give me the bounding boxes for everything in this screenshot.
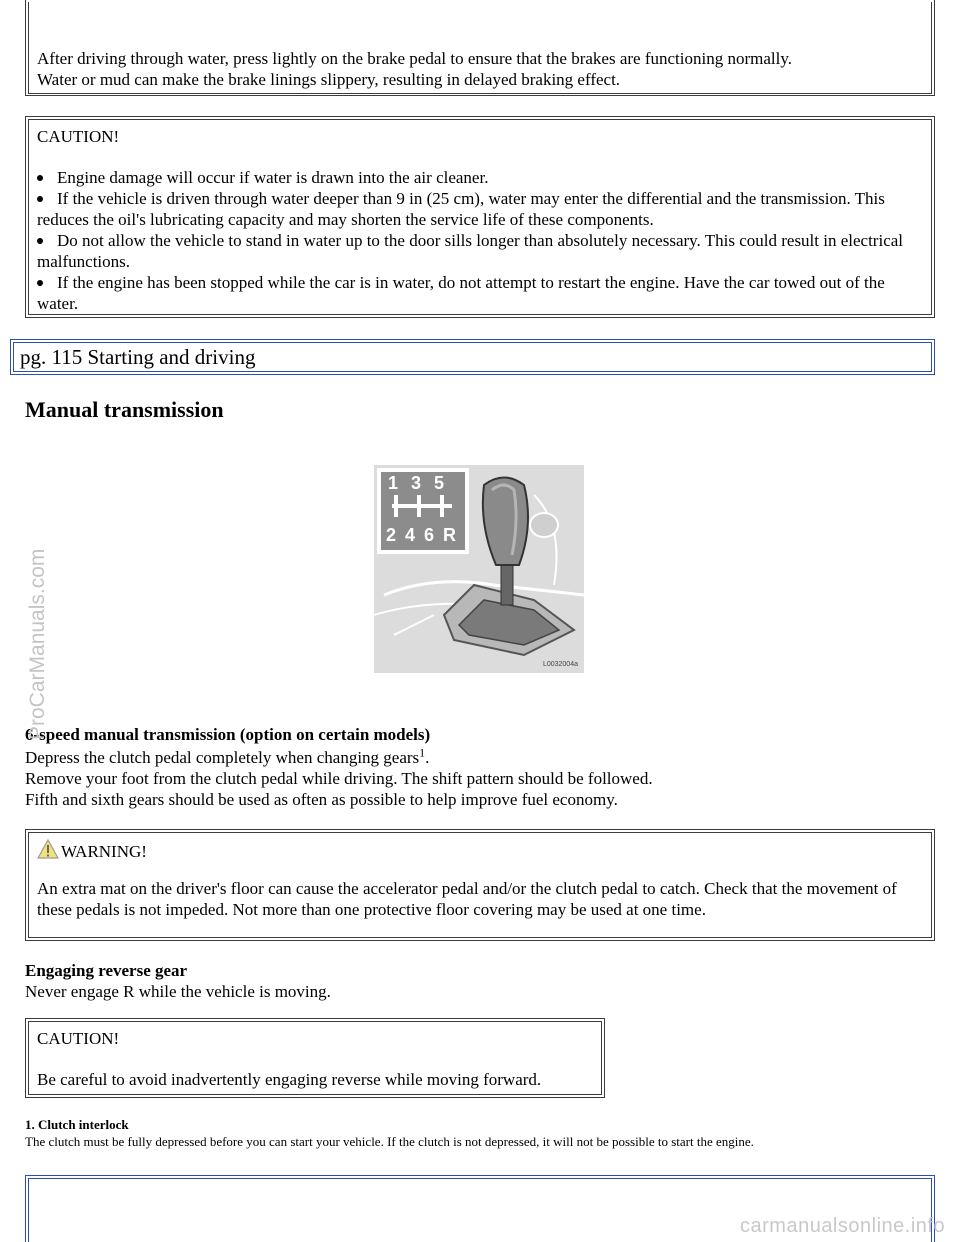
caution-item: If the engine has been stopped while the car is in water, do not attempt to restart the engine. Have the car towed out of the water. xyxy=(37,273,885,313)
caution2-title: CAUTION! xyxy=(37,1029,120,1048)
reverse-heading: Engaging reverse gear xyxy=(25,961,188,980)
section-header-text: pg. 115 Starting and driving xyxy=(13,342,932,372)
footnote-text: The clutch must be fully depressed before you can start your vehicle. If the clutch is not depressed, it will not be possible to start the engine. xyxy=(25,1134,754,1149)
brake-note-line-1: After driving through water, press lightly on the brake pedal to ensure that the brakes are functioning normally. xyxy=(37,49,792,68)
caution-list xyxy=(37,167,923,314)
warning-title: WARNING! xyxy=(61,842,147,861)
brake-note-line-2: Water or mud can make the brake linings slippery, resulting in delayed braking effect. xyxy=(37,70,621,89)
bullet-icon xyxy=(37,238,43,244)
transmission-subheading: 6-speed manual transmission (option on certain models) xyxy=(25,725,431,744)
caution2-text: Be careful to avoid inadvertently engaging reverse while moving forward. xyxy=(37,1070,542,1089)
caution-item: If the vehicle is driven through water deeper than 9 in (25 cm), water may enter the differential and the transmission. This reduces the oil's lubricating capacity and may shorten the service life of these components. xyxy=(37,189,885,229)
caution-box-water xyxy=(25,116,935,318)
reverse-text: Never engage R while the vehicle is moving. xyxy=(25,982,331,1001)
warning-title-row xyxy=(37,839,923,862)
footnote-ref: 1 xyxy=(419,745,426,760)
gear-bottom-labels: 2 4 6 R xyxy=(386,525,459,545)
warning-box xyxy=(25,829,935,941)
caution-box-reverse xyxy=(25,1018,605,1098)
gear-shifter-icon xyxy=(374,465,584,673)
body-line-1: Depress the clutch pedal completely when changing gears$^1$. xyxy=(25,745,430,767)
watermark-left xyxy=(18,500,58,750)
brake-note-box xyxy=(25,0,935,96)
bullet-icon xyxy=(37,280,43,286)
body-line-3: Fifth and sixth gears should be used as often as possible to help improve fuel economy. xyxy=(25,790,618,809)
bullet-icon xyxy=(37,175,43,181)
caution-item: Engine damage will occur if water is drawn into the air cleaner. xyxy=(37,167,923,188)
figure-code: L0032004a xyxy=(542,661,578,668)
caution-item: Do not allow the vehicle to stand in water up to the door sills longer than absolutely necessary. This could result in electrical malfunctions. xyxy=(37,231,904,271)
body-line-2: Remove your foot from the clutch pedal while driving. The shift pattern should be followed. xyxy=(25,769,653,788)
watermark-left-text: ProCarManuals.com xyxy=(26,548,49,740)
footnote-title: 1. Clutch interlock xyxy=(25,1117,129,1132)
section-header xyxy=(10,339,935,375)
warning-triangle-icon xyxy=(37,839,59,859)
gear-shifter-illustration xyxy=(374,465,584,673)
page-title: Manual transmission xyxy=(25,397,224,422)
gear-top-labels: 1 3 5 xyxy=(388,473,449,493)
reverse-section xyxy=(25,960,935,1002)
warning-text: An extra mat on the driver's floor can cause the accelerator pedal and/or the clutch pedal to catch. Check that the movement of these pedals is not impeded. Not more than one protective floor covering may be used at one time. xyxy=(37,879,897,919)
transmission-body xyxy=(25,724,935,810)
bullet-icon xyxy=(37,196,43,202)
watermark-bottom: carmanualsonline.info xyxy=(740,1215,946,1237)
caution-title: CAUTION! xyxy=(37,127,120,146)
